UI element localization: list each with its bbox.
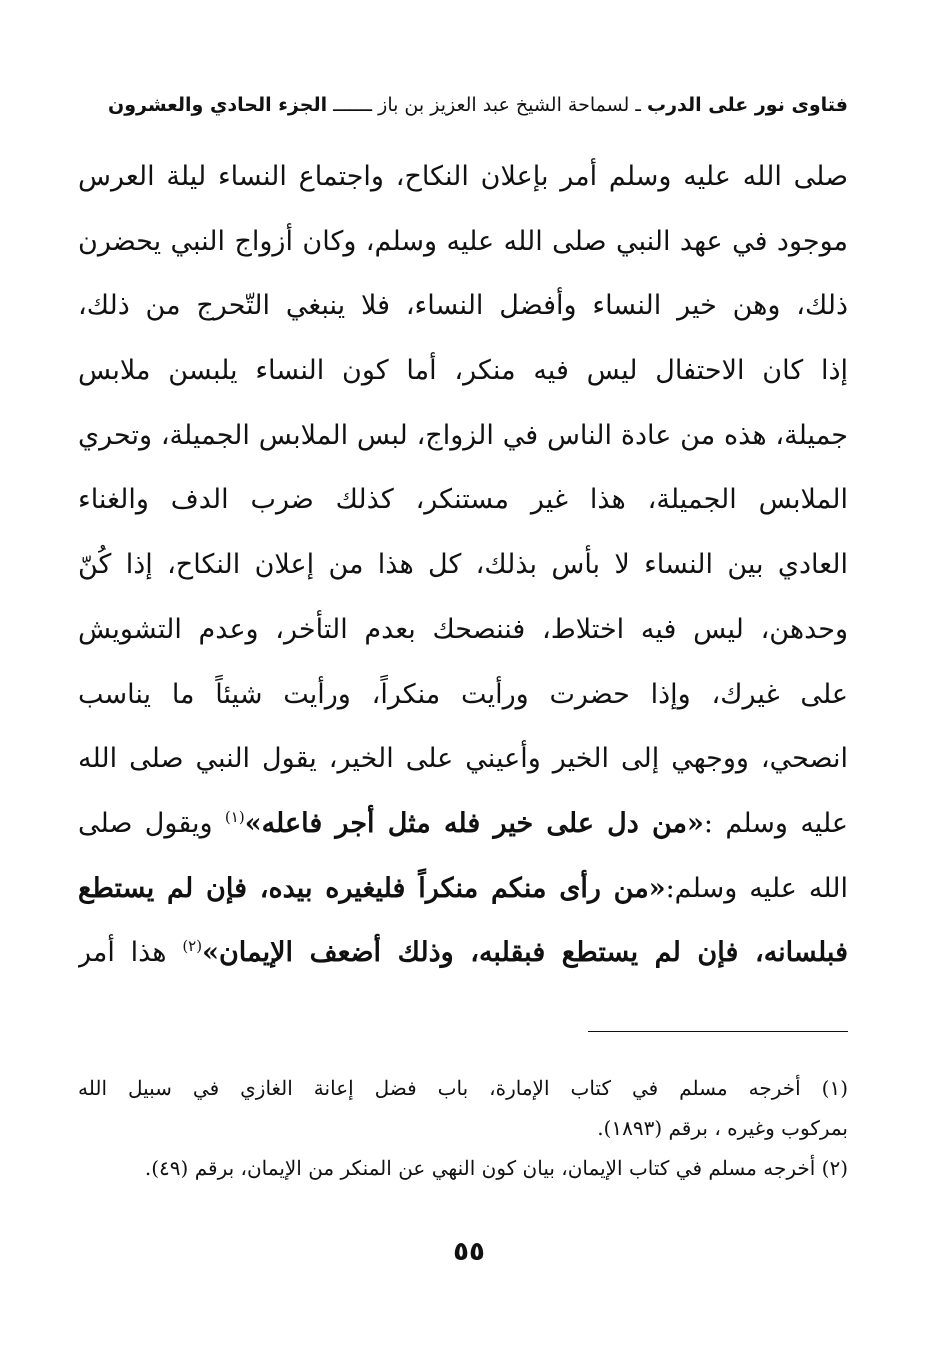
text-line: العادي بين النساء لا بأس بذلك، كل هذا من إعلان النكاح، إذا كُنّ (78, 549, 848, 581)
text-line: الملابس الجميلة، هذا غير مستنكر، كذلك ضرب الدف والغناء (78, 484, 848, 516)
page-number: ٥٥ (453, 1237, 485, 1267)
text-line: صلى الله عليه وسلم أمر بإعلان النكاح، واجتماع النساء ليلة العرس (78, 161, 848, 192)
running-header (80, 90, 848, 120)
text-line: موجود في عهد النبي صلى الله عليه وسلم، وكان أزواج النبي يحضرن (78, 225, 848, 257)
text-line: على غيرك، وإذا حضرت ورأيت منكراً، ورأيت شيئاً ما يناسب (78, 678, 848, 710)
text-line (78, 921, 848, 986)
text-line (78, 857, 848, 922)
hadith-quote: «من رأى منكم منكراً فليغيره بيده، فإن لم يستطع (78, 872, 666, 904)
text-line: إذا كان الاحتفال ليس فيه منكر، أما كون النساء يلبسن ملابس (78, 355, 848, 387)
footnote-ref: (١) (224, 807, 245, 826)
text-line: وحدهن، ليس فيه اختلاط، فننصحك بعدم التأخر، وعدم التشويش (78, 613, 848, 645)
text-segment: هذا أمر (78, 937, 183, 969)
text-line: جميلة، هذه من عادة الناس في الزواج، لبس الملابس الجميلة، وتحري (78, 419, 848, 451)
footnote-2: (٢) أخرجه مسلم في كتاب الإيمان، بيان كون النهي عن المنكر من الإيمان، برقم (٤٩). (144, 1156, 848, 1180)
header-separator: ـ (629, 94, 647, 116)
hadith-quote: فبلسانه، فإن لم يستطع فبقلبه، وذلك أضعف الإيمان» (202, 937, 848, 969)
author-name: لسماحة الشيخ عبد العزيز بن باز (378, 94, 630, 116)
text-segment: الله عليه وسلم: (665, 872, 848, 904)
main-text (78, 145, 848, 986)
footnote-1: (١) أخرجه مسلم في كتاب الإمارة، باب فضل إعانة الغازي في سبيل الله (78, 1076, 848, 1100)
book-title: فتاوى نور على الدرب (647, 94, 848, 116)
text-line: انصحي، ووجهي إلى الخير وأعيني على الخير، يقول النبي صلى الله (78, 743, 848, 775)
text-line (78, 792, 848, 857)
footnote-1-continuation: بمركوب وغيره ، برقم (١٨٩٣). (597, 1116, 848, 1140)
volume-label: الجزء الحادي والعشرون (107, 94, 328, 116)
hadith-quote: «من دل على خير فله مثل أجر فاعله» (244, 807, 704, 839)
footnote-divider (588, 1031, 848, 1032)
text-segment: ويقول صلى (78, 807, 225, 839)
footnotes (78, 1068, 848, 1188)
header-separator: ـــــــ (327, 94, 379, 116)
text-segment: عليه وسلم : (703, 807, 848, 839)
text-line: ذلك، وهن خير النساء وأفضل النساء، فلا ينبغي التّحرج من ذلك، (78, 290, 848, 322)
footnote-ref: (٢) (182, 937, 203, 956)
